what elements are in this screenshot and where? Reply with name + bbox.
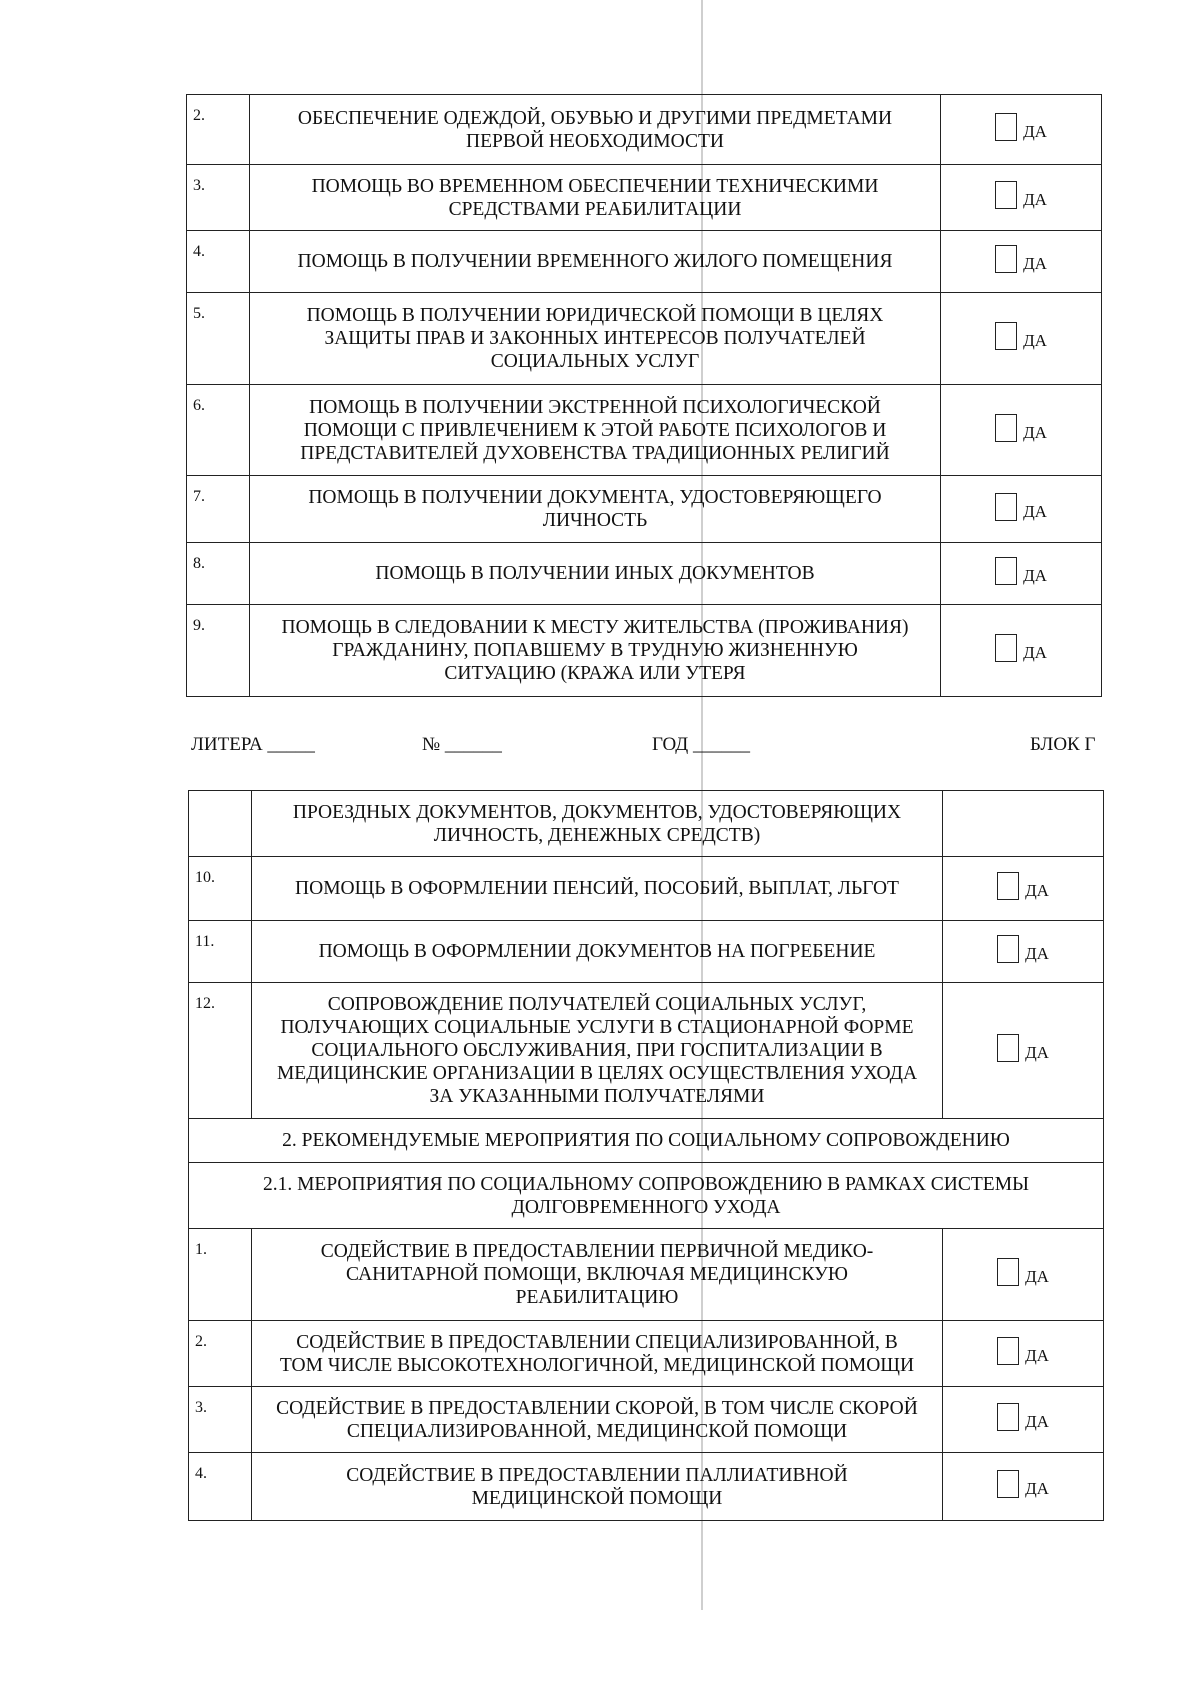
- row-number: 2.: [187, 95, 250, 165]
- yes-label: ДА: [1025, 881, 1049, 900]
- table-row: [187, 165, 1102, 231]
- block-label: БЛОК Г: [1030, 734, 1096, 755]
- row-number: 8.: [187, 543, 250, 605]
- row-number: 11.: [189, 921, 252, 983]
- section-heading-row: [189, 1119, 1104, 1163]
- table-row: [189, 983, 1104, 1119]
- checkbox-cell: [943, 1321, 1104, 1387]
- row-number: 4.: [189, 1453, 252, 1521]
- services-table-2: [188, 790, 1104, 1521]
- checkbox-square[interactable]: [995, 634, 1017, 662]
- checkbox-cell: [943, 983, 1104, 1119]
- checkbox-cell: [943, 1229, 1104, 1321]
- yes-checkbox[interactable]: [995, 181, 1047, 209]
- checkbox-square[interactable]: [997, 1034, 1019, 1062]
- checkbox-cell: [943, 857, 1104, 921]
- litera-field[interactable]: ЛИТЕРА _____: [191, 734, 315, 755]
- row-description: ПОМОЩЬ В ОФОРМЛЕНИИ ПЕНСИЙ, ПОСОБИЙ, ВЫПЛАТ, ЛЬГОТ: [252, 857, 943, 921]
- checkbox-cell: [943, 921, 1104, 983]
- yes-checkbox[interactable]: [997, 1034, 1049, 1062]
- checkbox-cell: [943, 791, 1104, 857]
- yes-checkbox[interactable]: [997, 872, 1049, 900]
- row-number: 1.: [189, 1229, 252, 1321]
- checkbox-square[interactable]: [995, 113, 1017, 141]
- subsection-heading: 2.1. МЕРОПРИЯТИЯ ПО СОЦИАЛЬНОМУ СОПРОВОЖДЕНИЮ В РАМКАХ СИСТЕМЫ ДОЛГОВРЕМЕННОГО УХОДА: [189, 1163, 1104, 1229]
- checkbox-square[interactable]: [995, 493, 1017, 521]
- yes-label: ДА: [1023, 331, 1047, 350]
- checkbox-cell: [941, 385, 1102, 476]
- yes-label: ДА: [1023, 566, 1047, 585]
- number-field[interactable]: № ______: [422, 734, 502, 755]
- yes-checkbox[interactable]: [997, 1470, 1049, 1498]
- table-row: [189, 921, 1104, 983]
- yes-label: ДА: [1023, 190, 1047, 209]
- table-row: [187, 385, 1102, 476]
- checkbox-square[interactable]: [997, 872, 1019, 900]
- yes-checkbox[interactable]: [997, 1337, 1049, 1365]
- checkbox-cell: [941, 605, 1102, 697]
- row-number: 3.: [187, 165, 250, 231]
- checkbox-cell: [941, 95, 1102, 165]
- checkbox-square[interactable]: [995, 322, 1017, 350]
- checkbox-square[interactable]: [997, 1403, 1019, 1431]
- checkbox-square[interactable]: [995, 181, 1017, 209]
- yes-checkbox[interactable]: [995, 634, 1047, 662]
- yes-label: ДА: [1025, 1267, 1049, 1286]
- yes-label: ДА: [1023, 643, 1047, 662]
- checkbox-cell: [943, 1453, 1104, 1521]
- checkbox-square[interactable]: [997, 1258, 1019, 1286]
- table-row: [189, 1229, 1104, 1321]
- row-number: 7.: [187, 476, 250, 543]
- row-description: ПОМОЩЬ В ПОЛУЧЕНИИ ИНЫХ ДОКУМЕНТОВ: [250, 543, 941, 605]
- row-number: 5.: [187, 293, 250, 385]
- row-description: ОБЕСПЕЧЕНИЕ ОДЕЖДОЙ, ОБУВЬЮ И ДРУГИМИ ПРЕДМЕТАМИ ПЕРВОЙ НЕОБХОДИМОСТИ: [250, 95, 941, 165]
- row-description: ПОМОЩЬ В ПОЛУЧЕНИИ ЮРИДИЧЕСКОЙ ПОМОЩИ В ЦЕЛЯХ ЗАЩИТЫ ПРАВ И ЗАКОННЫХ ИНТЕРЕСОВ ПОЛУЧАТЕЛЕЙ СОЦИАЛЬНЫХ УСЛУГ: [250, 293, 941, 385]
- table-row: [187, 293, 1102, 385]
- row-description: СОДЕЙСТВИЕ В ПРЕДОСТАВЛЕНИИ ПЕРВИЧНОЙ МЕДИКО- САНИТАРНОЙ ПОМОЩИ, ВКЛЮЧАЯ МЕДИЦИНСКУЮ РЕАБИЛИТАЦИЮ: [252, 1229, 943, 1321]
- yes-checkbox[interactable]: [997, 1258, 1049, 1286]
- row-description: ПОМОЩЬ В ПОЛУЧЕНИИ ДОКУМЕНТА, УДОСТОВЕРЯЮЩЕГО ЛИЧНОСТЬ: [250, 476, 941, 543]
- row-description: ПОМОЩЬ В ПОЛУЧЕНИИ ЭКСТРЕННОЙ ПСИХОЛОГИЧЕСКОЙ ПОМОЩИ С ПРИВЛЕЧЕНИЕМ К ЭТОЙ РАБОТЕ ПСИХОЛОГОВ И ПРЕДСТАВИТЕЛЕЙ ДУХОВЕНСТВА ТРАДИЦИОННЫХ РЕЛИГИЙ: [250, 385, 941, 476]
- checkbox-cell: [941, 165, 1102, 231]
- yes-label: ДА: [1023, 501, 1047, 521]
- table-row: [189, 1321, 1104, 1387]
- row-description: СОДЕЙСТВИЕ В ПРЕДОСТАВЛЕНИИ СПЕЦИАЛИЗИРОВАННОЙ, В ТОМ ЧИСЛЕ ВЫСОКОТЕХНОЛОГИЧНОЙ, МЕДИЦИНСКОЙ ПОМОЩИ: [252, 1321, 943, 1387]
- services-table-1: [186, 94, 1102, 697]
- yes-checkbox[interactable]: [995, 322, 1047, 350]
- year-field[interactable]: ГОД ______: [652, 734, 750, 755]
- yes-checkbox[interactable]: [995, 414, 1047, 442]
- row-number: 6.: [187, 385, 250, 476]
- checkbox-square[interactable]: [995, 414, 1017, 442]
- row-description: ПОМОЩЬ В ПОЛУЧЕНИИ ВРЕМЕННОГО ЖИЛОГО ПОМЕЩЕНИЯ: [250, 231, 941, 293]
- row-description-continuation: ПРОЕЗДНЫХ ДОКУМЕНТОВ, ДОКУМЕНТОВ, УДОСТОВЕРЯЮЩИХ ЛИЧНОСТЬ, ДЕНЕЖНЫХ СРЕДСТВ): [252, 791, 943, 857]
- yes-label: ДА: [1025, 944, 1049, 963]
- checkbox-cell: [943, 1387, 1104, 1453]
- checkbox-cell: [941, 543, 1102, 605]
- table-row: [187, 605, 1102, 697]
- table-row: [187, 95, 1102, 165]
- checkbox-square[interactable]: [995, 557, 1017, 585]
- yes-label: ДА: [1023, 254, 1047, 273]
- table-row: [187, 543, 1102, 605]
- row-number: [189, 791, 252, 857]
- row-number: 12.: [189, 983, 252, 1119]
- row-number: 10.: [189, 857, 252, 921]
- yes-label: ДА: [1025, 1479, 1049, 1498]
- table-row: [189, 1453, 1104, 1521]
- yes-label: ДА: [1025, 1346, 1049, 1365]
- table-row: [189, 791, 1104, 857]
- yes-label: ДА: [1023, 122, 1047, 141]
- subsection-heading-row: [189, 1163, 1104, 1229]
- row-description: ПОМОЩЬ ВО ВРЕМЕННОМ ОБЕСПЕЧЕНИИ ТЕХНИЧЕСКИМИ СРЕДСТВАМИ РЕАБИЛИТАЦИИ: [250, 165, 941, 231]
- yes-label: ДА: [1023, 422, 1047, 442]
- row-number: 4.: [187, 231, 250, 293]
- table-row: [187, 231, 1102, 293]
- yes-checkbox[interactable]: [995, 493, 1047, 521]
- checkbox-cell: [941, 476, 1102, 543]
- checkbox-square[interactable]: [997, 935, 1019, 963]
- row-description: СОДЕЙСТВИЕ В ПРЕДОСТАВЛЕНИИ ПАЛЛИАТИВНОЙ МЕДИЦИНСКОЙ ПОМОЩИ: [252, 1453, 943, 1521]
- checkbox-square[interactable]: [997, 1337, 1019, 1365]
- table-row: [189, 1387, 1104, 1453]
- yes-checkbox[interactable]: [997, 1403, 1049, 1431]
- checkbox-square[interactable]: [995, 245, 1017, 273]
- yes-checkbox[interactable]: [995, 557, 1047, 585]
- table-row: [187, 476, 1102, 543]
- checkbox-cell: [941, 231, 1102, 293]
- yes-checkbox[interactable]: [997, 935, 1049, 963]
- yes-checkbox[interactable]: [995, 113, 1047, 141]
- checkbox-cell: [941, 293, 1102, 385]
- row-description: ПОМОЩЬ В ОФОРМЛЕНИИ ДОКУМЕНТОВ НА ПОГРЕБЕНИЕ: [252, 921, 943, 983]
- row-description: ПОМОЩЬ В СЛЕДОВАНИИ К МЕСТУ ЖИТЕЛЬСТВА (ПРОЖИВАНИЯ) ГРАЖДАНИНУ, ПОПАВШЕМУ В ТРУДНУЮ ЖИЗНЕННУЮ СИТУАЦИЮ (КРАЖА ИЛИ УТЕРЯ: [250, 605, 941, 697]
- row-description: СОПРОВОЖДЕНИЕ ПОЛУЧАТЕЛЕЙ СОЦИАЛЬНЫХ УСЛУГ, ПОЛУЧАЮЩИХ СОЦИАЛЬНЫЕ УСЛУГИ В СТАЦИОНАРНОЙ ФОРМЕ СОЦИАЛЬНОГО ОБСЛУЖИВАНИЯ, ПРИ ГОСПИТАЛИЗАЦИИ В МЕДИЦИНСКИЕ ОРГАНИЗАЦИИ В ЦЕЛЯХ ОСУЩЕСТВЛЕНИЯ УХОДА ЗА УКАЗАННЫМИ ПОЛУЧАТЕЛЯМИ: [252, 983, 943, 1119]
- yes-label: ДА: [1025, 1043, 1049, 1062]
- row-number: 9.: [187, 605, 250, 697]
- row-number: 2.: [189, 1321, 252, 1387]
- table-row: [189, 857, 1104, 921]
- checkbox-square[interactable]: [997, 1470, 1019, 1498]
- yes-label: ДА: [1025, 1412, 1049, 1431]
- section-heading: 2. РЕКОМЕНДУЕМЫЕ МЕРОПРИЯТИЯ ПО СОЦИАЛЬНОМУ СОПРОВОЖДЕНИЮ: [189, 1119, 1104, 1163]
- yes-checkbox[interactable]: [995, 245, 1047, 273]
- row-number: 3.: [189, 1387, 252, 1453]
- row-description: СОДЕЙСТВИЕ В ПРЕДОСТАВЛЕНИИ СКОРОЙ, В ТОМ ЧИСЛЕ СКОРОЙ СПЕЦИАЛИЗИРОВАННОЙ, МЕДИЦИНСКОЙ ПОМОЩИ: [252, 1387, 943, 1453]
